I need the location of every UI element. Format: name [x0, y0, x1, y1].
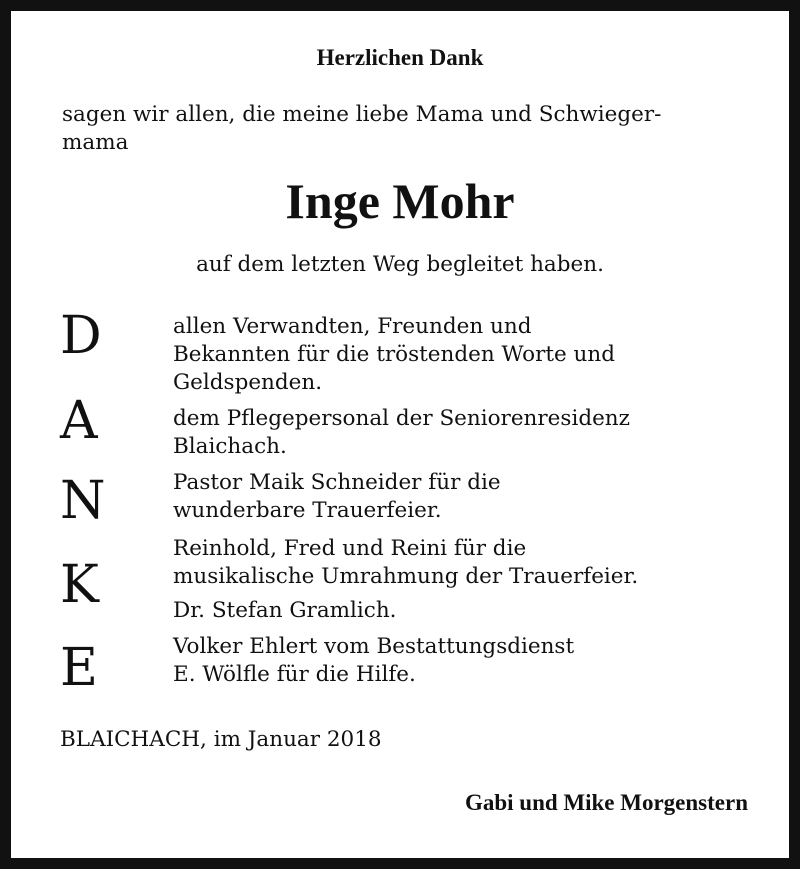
- danke-letter-n: N: [60, 471, 106, 531]
- thanks-item-care-staff: [173, 405, 630, 461]
- subline-text: auf dem letzten Weg begleitet haben.: [196, 252, 604, 277]
- deceased-name: Inge Mohr: [285, 173, 515, 229]
- thanks-line: Pastor Maik Schneider für die: [173, 470, 501, 495]
- intro-line: sagen wir allen, die meine liebe Mama und Schwieger-: [62, 102, 662, 127]
- thanks-item-musicians: [173, 535, 638, 591]
- thanks-item-pastor: [173, 469, 501, 525]
- thanks-line: Bekannten für die tröstenden Worte und: [173, 342, 616, 367]
- intro-line: mama: [62, 130, 129, 155]
- thanks-line: dem Pflegepersonal der Seniorenresidenz: [173, 406, 630, 431]
- thanks-line: musikalische Umrahmung der Trauerfeier.: [173, 564, 639, 589]
- danke-letter-a: A: [60, 391, 98, 451]
- thanks-item-relatives: [173, 313, 615, 397]
- thanks-item-doctor: [173, 597, 397, 625]
- thanks-line: E. Wölfle für die Hilfe.: [173, 662, 416, 687]
- thanks-line: Dr. Stefan Gramlich.: [173, 598, 397, 623]
- intro-text: [62, 101, 661, 157]
- signature: Gabi und Mike Morgenstern: [464, 790, 748, 815]
- thanks-line: Geldspenden.: [173, 370, 323, 395]
- place-date: BLAICHACH, im Januar 2018: [60, 727, 382, 752]
- danke-letter-e: E: [60, 638, 98, 698]
- danke-letter-d: D: [60, 306, 102, 366]
- thanks-item-funeral-service: [173, 633, 574, 689]
- thanks-line: wunderbare Trauerfeier.: [173, 498, 442, 523]
- thanks-line: Blaichach.: [173, 434, 287, 459]
- thanks-line: Reinhold, Fred und Reini für die: [173, 536, 527, 561]
- thanks-line: allen Verwandten, Freunden und: [173, 314, 532, 339]
- notice-heading: Herzlichen Dank: [316, 45, 484, 70]
- danke-letter-k: K: [60, 555, 99, 615]
- thanks-line: Volker Ehlert vom Bestattungsdienst: [173, 634, 575, 659]
